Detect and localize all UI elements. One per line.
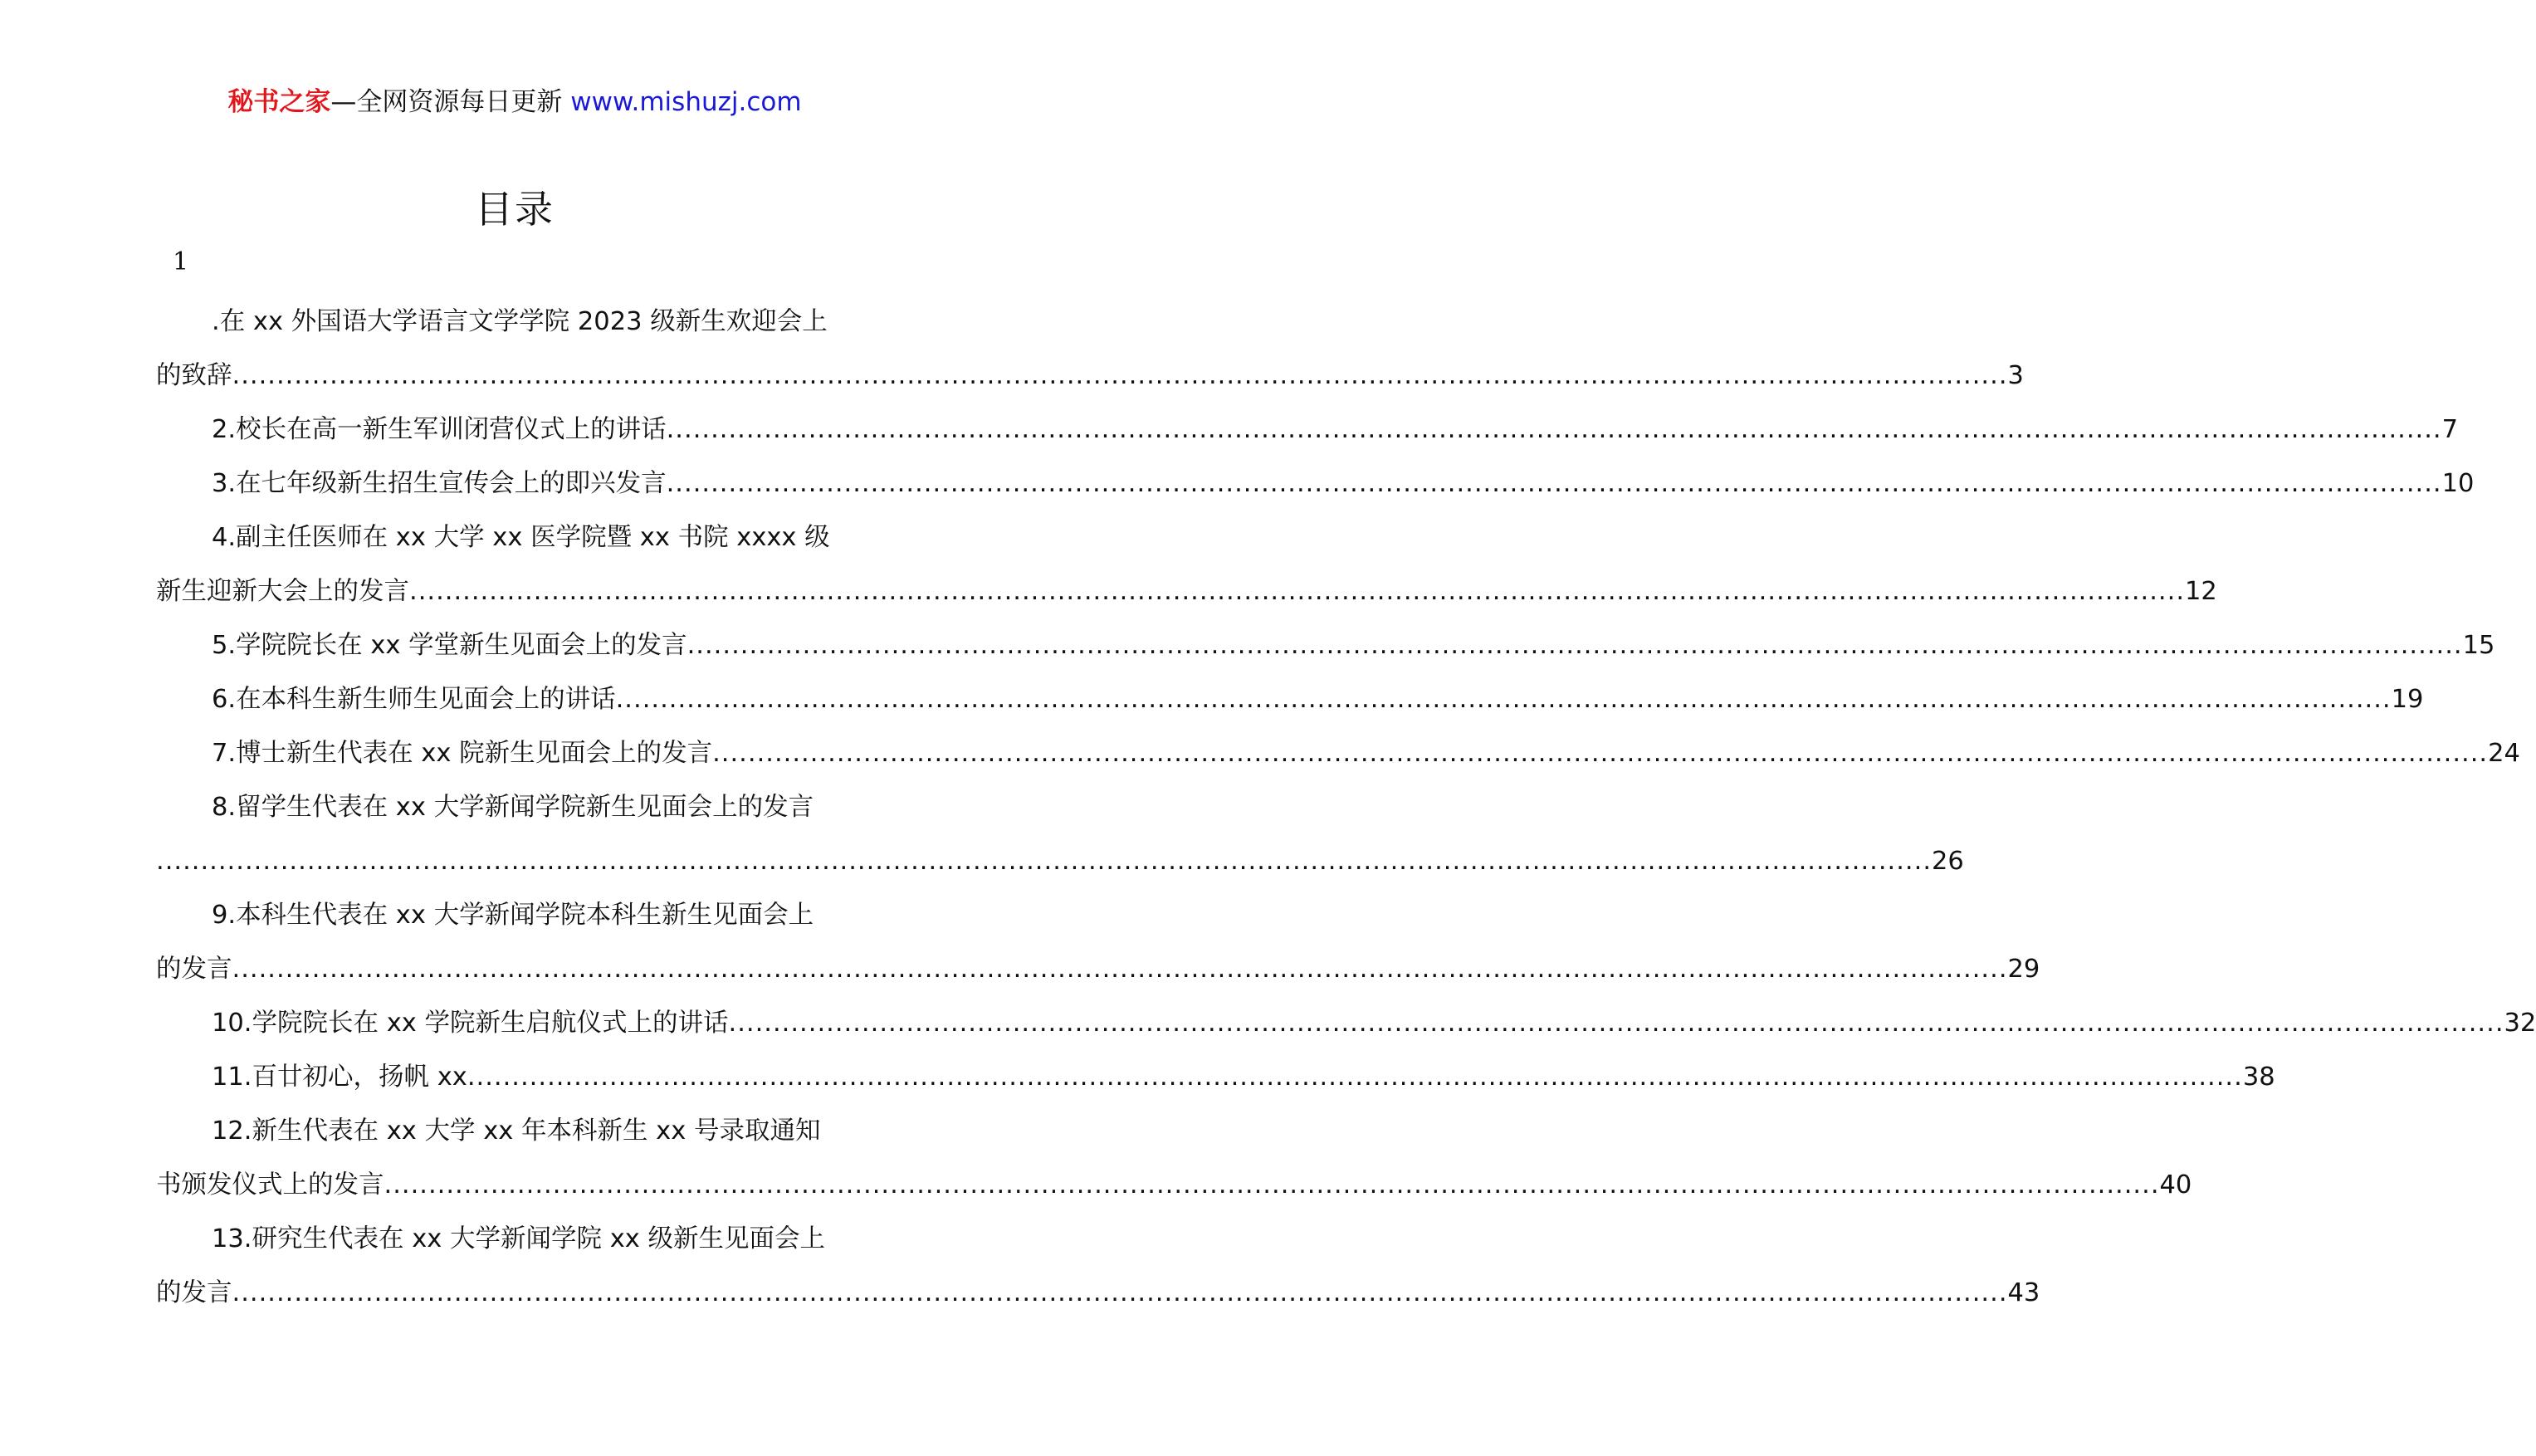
toc-leader-dots: ........................................................................................................................................................................................................ — [232, 361, 2008, 390]
toc-leader-dots: ........................................................................................................................................................................................................ — [232, 1278, 2008, 1307]
toc-page-number: 15 — [2462, 631, 2495, 660]
toc-entry-text: 2.校长在高一新生军训闭营仪式上的讲话 — [212, 415, 667, 444]
toc-line[interactable] — [156, 672, 2424, 726]
site-slogan: —全网资源每日更新 — [330, 87, 571, 117]
toc-line[interactable] — [156, 1050, 2275, 1104]
toc-page-number: 43 — [2007, 1278, 2040, 1307]
toc-line[interactable] — [156, 403, 2459, 457]
toc-line[interactable] — [156, 457, 2475, 511]
toc-line[interactable] — [156, 834, 1964, 888]
toc-line — [156, 295, 872, 349]
toc-page-number: 26 — [1932, 847, 1964, 876]
toc-line — [156, 511, 872, 564]
toc-line[interactable] — [156, 564, 2217, 618]
toc-line — [156, 888, 872, 942]
toc-leader-dots: ........................................................................................................................................................................................................ — [156, 847, 1933, 876]
toc-entry-text: 7.博士新生代表在 xx 院新生见面会上的发言 — [212, 739, 713, 768]
toc-entry-text: 12.新生代表在 xx 大学 xx 年本科新生 xx 号录取通知 — [212, 1116, 821, 1146]
toc-line[interactable] — [156, 726, 2520, 780]
toc-leader-dots: ........................................................................................................................................................................................................ — [712, 739, 2489, 768]
toc-leader-dots: ........................................................................................................................................................................................................ — [666, 469, 2442, 498]
toc-line[interactable] — [156, 1158, 2192, 1212]
toc-entry-text: 9.本科生代表在 xx 大学新闻学院本科生新生见面会上 — [212, 901, 814, 930]
toc-page-number: 40 — [2159, 1170, 2192, 1199]
toc-line[interactable] — [156, 349, 2024, 403]
toc-entry-text: 6.在本科生新生师生见面会上的讲话 — [212, 685, 616, 714]
toc-line — [156, 780, 872, 834]
toc-entry-text: 13.研究生代表在 xx 大学新闻学院 xx 级新生见面会上 — [212, 1224, 825, 1253]
toc-entry-text: 4.副主任医师在 xx 大学 xx 医学院暨 xx 书院 xxxx 级 — [212, 523, 830, 552]
toc-line[interactable] — [156, 996, 2536, 1050]
toc-page-number: 29 — [2007, 955, 2040, 984]
toc-page-number: 19 — [2391, 685, 2424, 714]
toc-entry-text: .在 xx 外国语大学语言文学学院 2023 级新生欢迎会上 — [212, 307, 828, 336]
toc-leader-dots: ........................................................................................................................................................................................................ — [232, 955, 2008, 984]
site-brand: 秘书之家 — [227, 87, 331, 117]
toc-entry-text: 的发言 — [156, 955, 232, 984]
toc-leader-dots: ........................................................................................................................................................................................................ — [467, 1063, 2243, 1092]
toc-entry-text: 新生迎新大会上的发言 — [156, 577, 409, 606]
toc-entry-text: 的致辞 — [156, 361, 232, 390]
toc-leader-dots: ........................................................................................................................................................................................................ — [666, 415, 2442, 444]
table-of-contents — [156, 295, 2536, 1320]
toc-entry-text: 3.在七年级新生招生宣传会上的即兴发言 — [212, 469, 667, 498]
toc-page-number: 24 — [2488, 739, 2520, 768]
toc-page-number: 38 — [2242, 1063, 2275, 1092]
toc-line[interactable] — [156, 942, 2040, 996]
toc-leader-dots: ........................................................................................................................................................................................................ — [687, 631, 2463, 660]
toc-entry-text: 书颁发仪式上的发言 — [156, 1170, 384, 1199]
toc-leader-dots: ........................................................................................................................................................................................................ — [615, 685, 2392, 714]
toc-entry-text: 11.百廿初心，扬帆 xx — [212, 1063, 467, 1092]
section-number: 1 — [173, 247, 189, 276]
toc-entry-text: 10.学院院长在 xx 学院新生启航仪式上的讲话 — [212, 1009, 729, 1038]
toc-page-number: 32 — [2504, 1009, 2536, 1038]
toc-entry-text: 5.学院院长在 xx 学堂新生见面会上的发言 — [212, 631, 687, 660]
toc-leader-dots: ........................................................................................................................................................................................................ — [384, 1170, 2160, 1199]
toc-line — [156, 1104, 872, 1158]
toc-line[interactable] — [156, 618, 2495, 672]
toc-line[interactable] — [156, 1266, 2040, 1320]
toc-line — [156, 1212, 872, 1266]
toc-page-number: 10 — [2441, 469, 2475, 498]
site-url-link[interactable]: www.mishuzj.com — [570, 87, 802, 117]
site-header — [0, 83, 1029, 121]
toc-entry-text: 8.留学生代表在 xx 大学新闻学院新生见面会上的发言 — [212, 793, 814, 822]
toc-page-number: 3 — [2007, 361, 2024, 390]
toc-page-number: 7 — [2441, 415, 2459, 444]
page-title: 目录 — [475, 187, 555, 232]
toc-page-number: 12 — [2185, 577, 2217, 606]
toc-leader-dots: ........................................................................................................................................................................................................ — [409, 577, 2186, 606]
toc-leader-dots: ........................................................................................................................................................................................................ — [728, 1009, 2504, 1038]
toc-entry-text: 的发言 — [156, 1278, 232, 1307]
